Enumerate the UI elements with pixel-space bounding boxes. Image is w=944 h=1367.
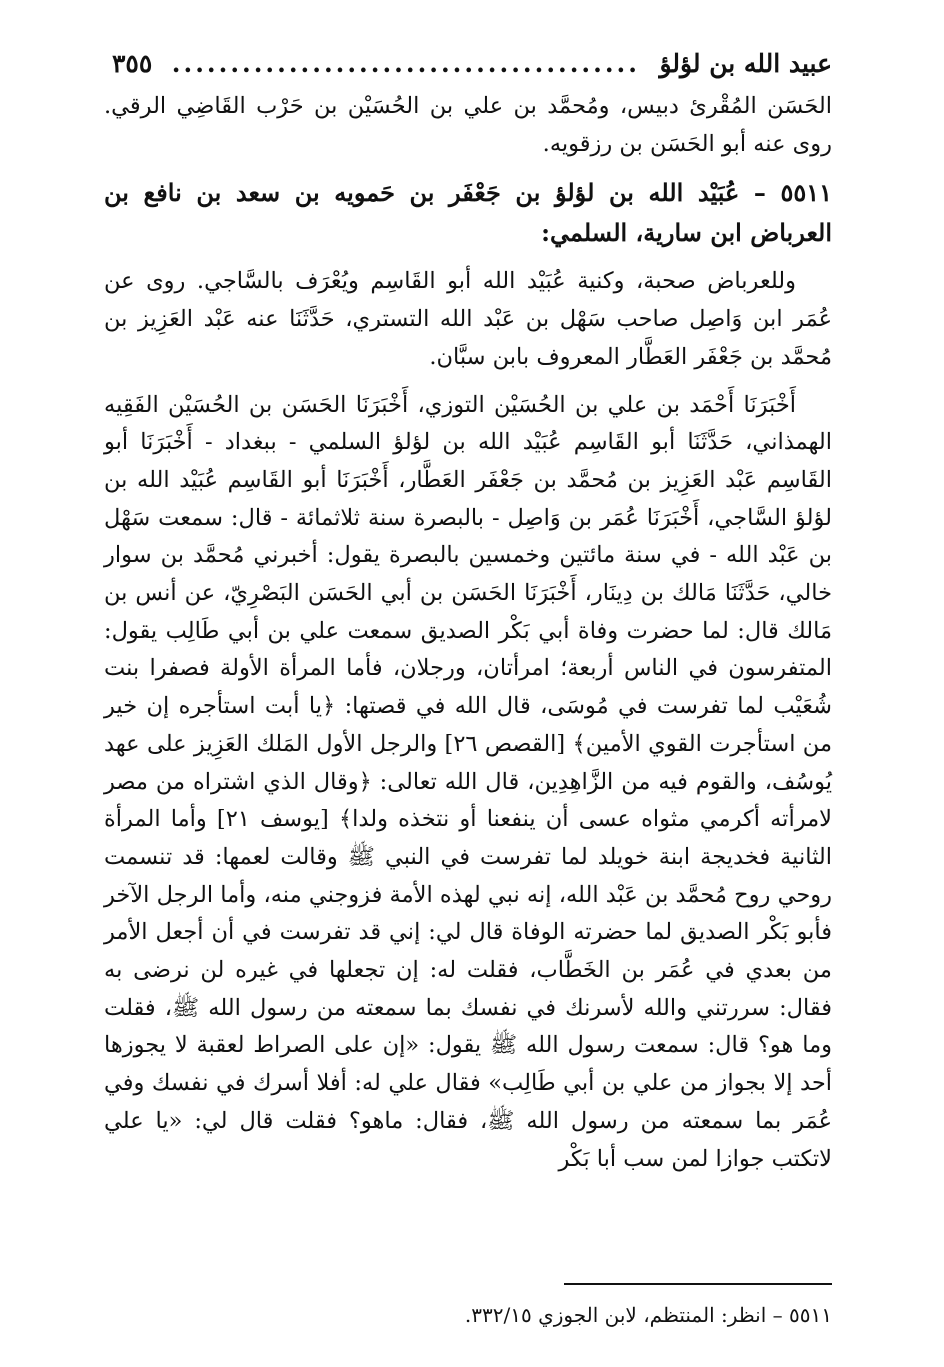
page-header <box>112 38 832 88</box>
header-leader-dots: ........................................ <box>171 48 640 78</box>
paragraph-narration: أَخْبَرَنَا أَحْمَد بن علي بن الحُسَيْن التوزي، أَخْبَرَنَا الحَسَن بن الحُسَيْن الفَقِيه الهمذاني، حَدَّثَنَا أبو القَاسِم عُبَيْد الله بن لؤلؤ السلمي - ببغداد - أَخْبَرَنَا أبو القَاسِم عَبْد العَزِيز بن مُحمَّد بن جَعْفَر العَطَّار، أَخْبَرَنَا أبو القَاسِم عُبَيْد الله بن لؤلؤ السَّاجي، أَخْبَرَنَا عُمَر بن وَاصِل - بالبصرة سنة ثلاثمائة - قال: سمعت سَهْل بن عَبْد الله - في سنة مائتين وخمسين بالبصرة يقول: أخبرني مُحمَّد بن سوار خالي، حَدَّثَنَا مَالك بن دِينَار، أَخْبَرَنَا الحَسَن بن أبي الحَسَن البَصْرِيّ، عن أنس بن مَالك قال: لما حضرت وفاة أبي بَكْر الصديق سمعت علي بن أبي طَالِب يقول: المتفرسون في الناس أربعة؛ امرأتان، ورجلان، فأما المرأة الأولة فصفرا بنت شُعَيْب لما تفرست في مُوسَى، قال الله في قصتها: ﴿يا أبت استأجره إن خير من استأجرت القوي الأمين﴾ [القصص ٢٦] والرجل الأول المَلك العَزِيز على عهد يُوسُف، والقوم فيه من الزَّاهِدِين، قال الله تعالى: ﴿وقال الذي اشتراه من مصر لامرأته أكرمي مثواه عسى أن ينفعنا أو نتخذه ولدا﴾ [يوسف ٢١] وأما المرأة الثانية فخديجة ابنة خويلد لما تفرست في النبي ﷺ وقالت لعمها: قد تنسمت روحي روح مُحمَّد بن عَبْد الله، إنه نبي لهذه الأمة فزوجني منه، وأما الرجل الآخر فأبو بَكْر الصديق لما حضرته الوفاة قال لي: إني قد تفرست في أن أجعل الأمر من بعدي في عُمَر بن الخَطَّاب، فقلت له: إن تجعلها في غيره لن نرضى به فقال: سررتني والله لأسرنك في نفسك بما سمعته من رسول الله ﷺ، فقلت وما هو؟ قال: سمعت رسول الله ﷺ يقول: «إن على الصراط لعقبة لا يجوزها أحد إلا بجواز من علي بن أبي طَالِب» فقال علي له: أفلا أسرك في نفسك وفي عُمَر بما سمعته من رسول الله ﷺ، فقال: ماهو؟ فقلت قال لي: «يا علي لاتكتب جوازا لمن سب أبا بَكْر <box>104 391 832 1172</box>
footnote: ٥٥١١ – انظر: المنتظم، لابن الجوزي ٣٣٢/١٥. <box>464 1303 832 1327</box>
footnote-separator <box>564 1283 832 1285</box>
running-title: عبيد الله بن لؤلؤ <box>659 48 832 78</box>
page-number: ٣٥٥ <box>112 48 153 78</box>
entry-heading: ٥٥١١ – عُبَيْد الله بن لؤلؤ بن جَعْفَر بن حَمويه بن سعد بن نافع بن العرباض ابن سارية، السلمي: <box>104 178 832 248</box>
page-body <box>104 88 832 1188</box>
paragraph-biography: وللعرباض صحبة، وكنية عُبَيْد الله أبو القَاسِم ويُعْرَف بالسَّاجي. روى عن عُمَر ابن وَاصِل صاحب سَهْل بن عَبْد الله التستري، حَدَّثَنَا عنه عَبْد العَزِيز بن مُحمَّد بن جَعْفَر العَطَّار المعروف بابن سبَّان. <box>104 268 832 370</box>
paragraph-continuation: الحَسَن المُقْرئ دبيس، ومُحمَّد بن علي بن الحُسَيْن بن حَرْب القَاضِي الرقي. روى عنه أبو الحَسَن بن رزقويه. <box>104 93 832 157</box>
